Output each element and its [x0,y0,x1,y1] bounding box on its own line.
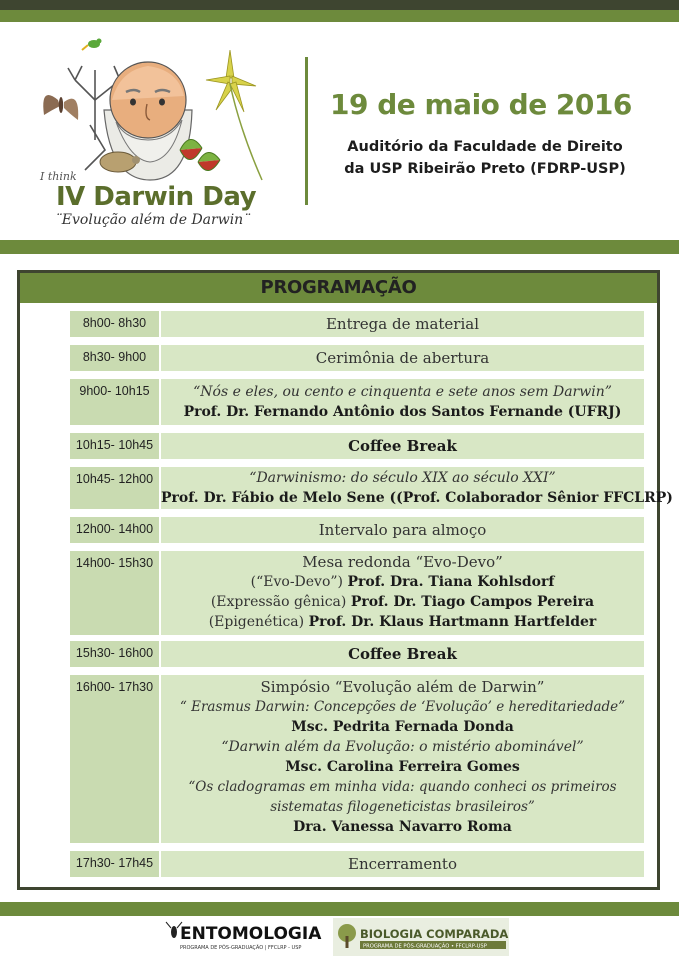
row-content [161,433,644,459]
row-content [161,517,644,543]
schedule-row [70,641,644,667]
row-content [161,675,644,843]
schedule-row [70,345,644,371]
row-content [161,641,644,667]
speaker-name: Prof. Dr. Klaus Hartmann Hartfelder [308,614,597,630]
panel-item [161,612,644,632]
row-content [161,311,644,337]
talk-title-continued: sistematas filogeneticistas brasileiros” [270,799,535,815]
talk-title: “ Erasmus Darwin: Concepções de ‘Evolução’ e hereditariedade” [179,699,626,715]
row-time: 8h00- 8h30 [70,311,159,337]
row-content [161,467,673,509]
schedule-row [70,675,644,843]
row-line: Entrega de material [325,315,480,333]
row-content [161,379,644,425]
schedule-row [70,311,644,337]
svg-text:ENTOMOLOGIA: ENTOMOLOGIA [180,924,322,944]
logo-subtitle: ¨Evolução além de Darwin¨ [54,212,251,228]
schedule-row [70,467,673,509]
speaker-name: Prof. Dr. Fernando Antônio dos Santos Fernande (UFRJ) [183,404,622,420]
moth-icon [43,95,78,120]
row-line: Cerimônia de abertura [315,349,490,367]
programme-frame [17,270,673,890]
row-line: Coffee Break [348,437,457,455]
row-time: 8h30- 9h00 [70,345,159,371]
bottom-green-band [0,902,679,916]
venue-line-2: da USP Ribeirão Preto (FDRP-USP) [344,161,626,177]
svg-text:PROGRAMA DE PÓS-GRADUAÇÃO • FF: PROGRAMA DE PÓS-GRADUAÇÃO • FFCLRP-USP [363,943,487,950]
row-content [161,345,644,371]
flytrap-icon [180,139,220,170]
talk-title: “Nós e eles, ou cento e cinquenta e sete anos sem Darwin” [193,384,612,400]
programme-header [20,273,657,303]
speaker-name: Prof. Dra. Tiana Kohlsdorf [347,574,555,590]
event-venue [325,136,645,180]
schedule-row [70,379,644,425]
row-line: Intervalo para almoço [318,521,487,539]
row-line: Coffee Break [348,645,457,663]
programme-title: PROGRAMAÇÃO [260,277,417,298]
row-time: 10h45- 12h00 [70,467,159,509]
schedule-row [70,517,644,543]
darwin-logo-illustration [30,30,270,200]
row-time: 14h00- 15h30 [70,551,159,635]
svg-text:PROGRAMA DE PÓS-GRADUAÇÃO | FF: PROGRAMA DE PÓS-GRADUAÇÃO | FFCLRP - USP [180,945,302,951]
row-time: 12h00- 14h00 [70,517,159,543]
biologia-comparada-logo [333,918,509,956]
speaker-name: Prof. Dr. Fábio de Melo Sene ((Prof. Colaborador Sênior FFCLRP) [161,490,673,506]
speaker-name: Prof. Dr. Tiago Campos Pereira [350,594,595,610]
schedule-row [70,851,644,877]
row-time: 17h30- 17h45 [70,851,159,877]
svg-text:I think: I think [40,170,77,183]
schedule-row [70,433,644,459]
row-content [161,851,644,877]
row-line: Encerramento [348,855,457,873]
row-time: 15h30- 16h00 [70,641,159,667]
speaker-name: Msc. Carolina Ferreira Gomes [285,759,520,775]
panel-item [161,572,644,592]
talk-title: “Os cladogramas em minha vida: quando conheci os primeiros [188,779,617,795]
speaker-name: Msc. Pedrita Fernada Donda [291,719,514,735]
session-title: Mesa redonda “Evo-Devo” [302,553,503,571]
header-divider [305,57,308,205]
panel-topic: (“Evo-Devo”) [250,574,344,590]
speaker-name: Dra. Vanessa Navarro Roma [293,819,512,835]
schedule-row [70,551,644,635]
svg-text:BIOLOGIA COMPARADA: BIOLOGIA COMPARADA [360,927,509,941]
logo-title: IV Darwin Day [55,182,257,212]
talk-title: “Darwinismo: do século XIX ao século XXI” [249,470,556,486]
row-time: 9h00- 10h15 [70,379,159,425]
event-date: 19 de maio de 2016 [330,88,632,121]
row-time: 16h00- 17h30 [70,675,159,843]
header [0,22,679,240]
talk-title: “Darwin além da Evolução: o mistério abominável” [221,739,584,755]
top-dark-band [0,0,679,10]
bird-icon [82,39,102,51]
mid-green-band [0,240,679,254]
entomologia-logo [166,918,322,952]
panel-topic: (Expressão gênica) [210,594,347,610]
row-content [161,551,644,635]
session-title: Simpósio “Evolução além de Darwin” [260,678,545,696]
row-time: 10h15- 10h45 [70,433,159,459]
top-green-band [0,10,679,22]
venue-line-1: Auditório da Faculdade de Direito [347,139,623,155]
panel-item [161,592,644,612]
panel-topic: (Epigenética) [208,614,305,630]
tree-icon [338,924,356,948]
